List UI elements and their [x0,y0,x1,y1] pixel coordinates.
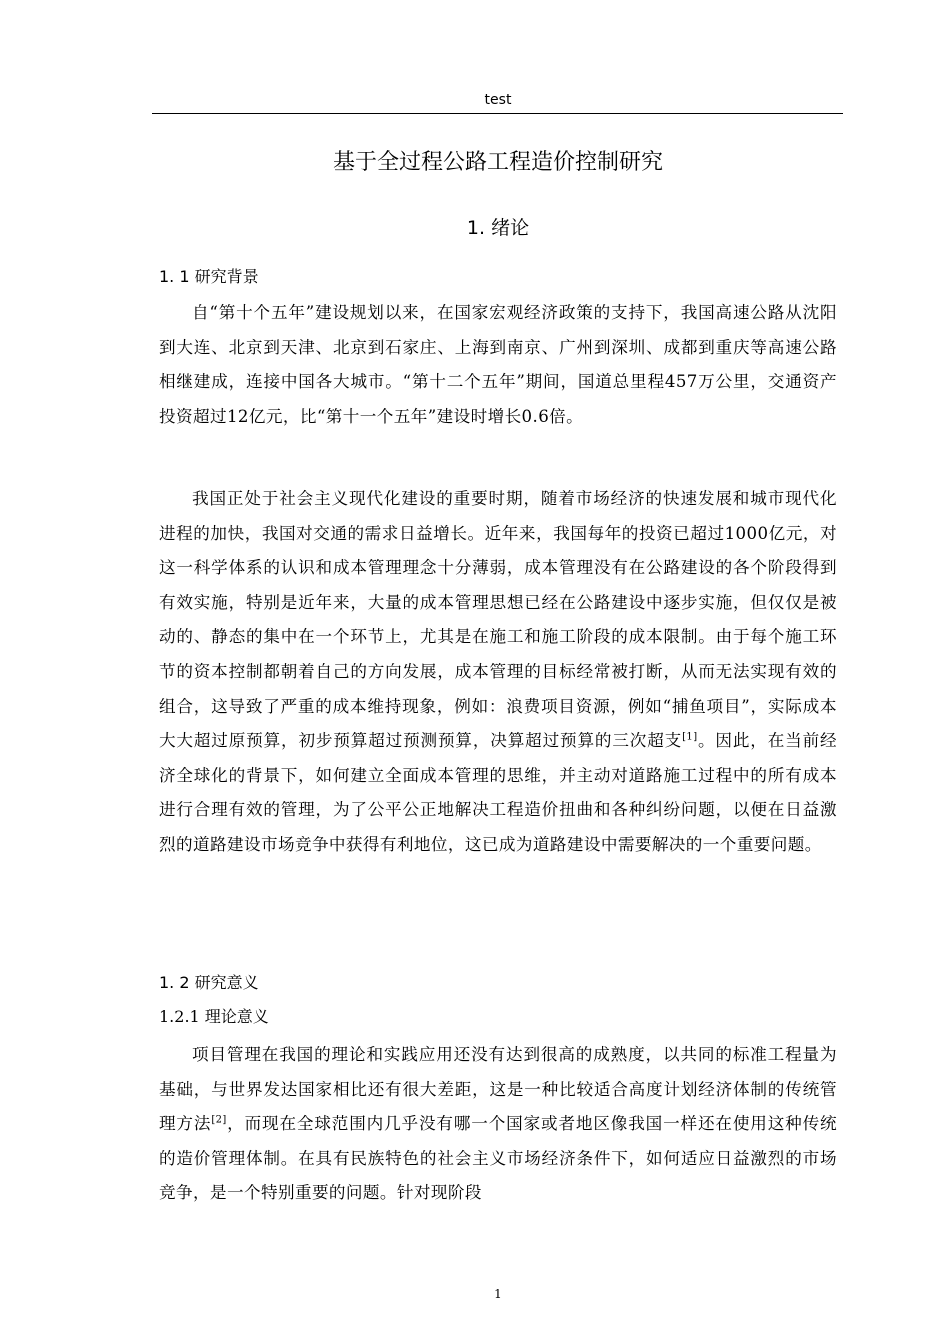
paragraph-background-2 [159,482,837,863]
paragraph-text: ，而现在全球范围内几乎没有哪一个国家或者地区像我国一样还在使用这种传统的造价管理体制。在具有民族特色的社会主义市场经济条件下，如何适应日益激烈的市场竞争，是一个特别重要的问题。针对现阶段 [159,1114,837,1203]
page-header: test [484,92,512,108]
paragraph-theory [159,1038,837,1211]
paragraph-text: 。因此，在当前经济全球化的背景下，如何建立全面成本管理的思维，并主动对道路施工过程中的所有成本进行合理有效的管理，为了公平公正地解决工程造价扭曲和各种纠纷问题，以便在日益激烈的道路建设市场竞争中获得有利地位，这已成为道路建设中需要解决的一个重要问题。 [159,731,837,854]
citation-ref-1[interactable]: [1] [682,731,698,743]
subsection-heading-theory: 1.2.1 理论意义 [159,1007,269,1026]
citation-ref-2[interactable]: [2] [211,1114,227,1126]
header-divider [152,113,843,114]
chapter-heading: 1. 绪论 [466,217,530,239]
paragraph-background-1: 自“第十个五年”建设规划以来，在国家宏观经济政策的支持下，我国高速公路从沈阳到大连、北京到天津、北京到石家庄、上海到南京、广州到深圳、成都到重庆等高速公路相继建成，连接中国各大城市。“第十二个五年”期间，国道总里程457万公里，交通资产投资超过12亿元，比“第十一个五年”建设时增长0.6倍。 [159,303,837,426]
section-heading-significance: 1. 2 研究意义 [159,973,259,992]
paragraph-text: 我国正处于社会主义现代化建设的重要时期，随着市场经济的快速发展和城市现代化进程的加快，我国对交通的需求日益增长。近年来，我国每年的投资已超过1000亿元，对这一科学体系的认识和成本管理理念十分薄弱，成本管理没有在公路建设的各个阶段得到有效实施，特别是近年来，大量的成本管理思想已经在公路建设中逐步实施，但仅仅是被动的、静态的集中在一个环节上，尤其是在施工和施工阶段的成本限制。由于每个施工环节的资本控制都朝着自己的方向发展，成本管理的目标经常被打断，从而无法实现有效的组合，这导致了严重的成本维持现象，例如：浪费项目资源，例如“捕鱼项目”，实际成本大大超过原预算，初步预算超过预测预算，决算超过预算的三次超支 [159,489,837,751]
page-number: 1 [494,1287,502,1301]
section-heading-background: 1. 1 研究背景 [159,267,259,286]
paragraph-text: 项目管理在我国的理论和实践应用还没有达到很高的成熟度，以共同的标准工程量为基础，与世界发达国家相比还有很大差距，这是一种比较适合高度计划经济体制的传统管理方法 [159,1045,837,1134]
document-title: 基于全过程公路工程造价控制研究 [332,150,663,175]
